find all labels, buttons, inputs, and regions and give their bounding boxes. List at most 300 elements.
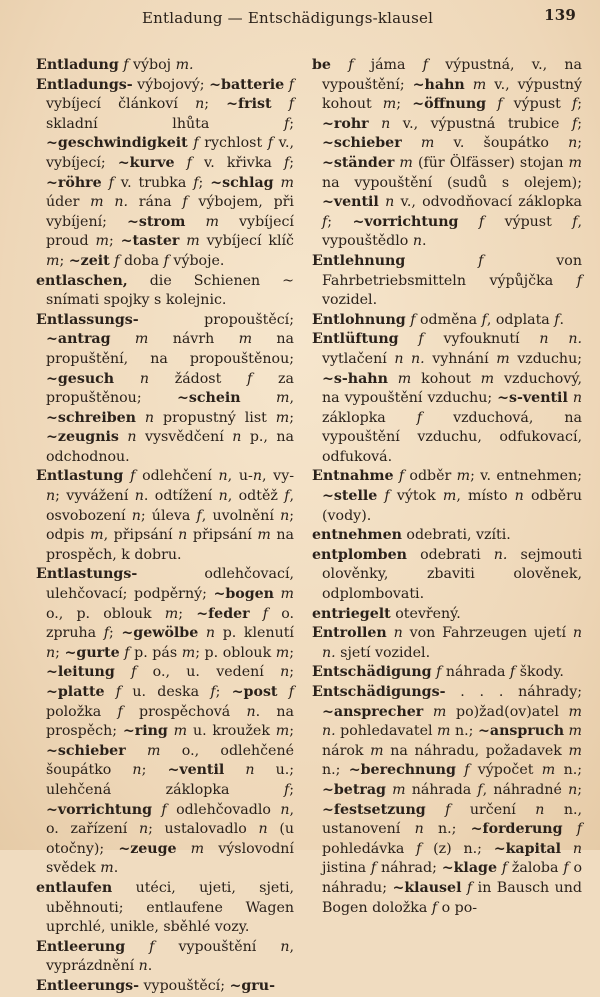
grammar-label: f — [572, 213, 578, 230]
translation-text: výpust — [513, 96, 572, 113]
subentry-headword: ~schein — [177, 390, 241, 407]
translation-text: o., u. vedení — [152, 664, 281, 681]
translation-text: odběr — [409, 468, 457, 485]
entry-headword: Entladungs- — [36, 76, 133, 93]
grammar-label: f — [104, 684, 133, 700]
dictionary-entry — [312, 663, 582, 683]
grammar-label: m — [394, 154, 418, 171]
grammar-label: f — [576, 272, 582, 289]
translation-text: ; p. oblouk — [195, 644, 276, 661]
grammar-label: m — [382, 96, 397, 113]
grammar-label: n n. — [394, 350, 425, 367]
translation-text: výboj — [133, 57, 176, 73]
translation-text: výbojem, při vybíjení; — [46, 194, 294, 230]
translation-text: in Bausch und Bogen doložka — [322, 879, 582, 916]
subentry-headword: ~öffnung — [412, 96, 487, 113]
grammar-label: n — [218, 468, 228, 485]
translation-text: výpustná, v., na vypouštění; — [322, 57, 582, 93]
translation-text: odlehčovadlo — [176, 801, 281, 818]
grammar-label: f — [187, 135, 205, 152]
translation-text: . . . náhrady; — [445, 684, 582, 700]
translation-text: , osvobození — [46, 488, 294, 524]
subentry-headword: ~s-hahn — [322, 370, 388, 387]
grammar-label: n — [412, 233, 422, 250]
translation-text: na náhradu, požadavek — [383, 742, 569, 759]
subentry-headword: ~schieber — [46, 742, 126, 759]
subentry-headword: ~forderung — [470, 821, 563, 838]
grammar-label: m — [238, 331, 253, 348]
translation-text: na prospěch, k dobru. — [46, 527, 294, 563]
translation-text: výslovodní svědek — [46, 840, 294, 877]
translation-text: ; — [55, 644, 65, 661]
translation-text: náhrada — [411, 781, 478, 798]
grammar-label: f — [284, 488, 290, 505]
translation-text: vypouštění — [178, 938, 281, 955]
grammar-label: n — [246, 703, 256, 720]
grammar-label: n — [198, 625, 223, 642]
translation-text: určení — [469, 801, 536, 818]
translation-text: ; v. entnehmen; — [470, 468, 582, 485]
entry-headword: Entschädigung — [312, 664, 432, 681]
subentry-headword: ~zeuge — [118, 840, 177, 857]
translation-text: náhrad; — [376, 860, 442, 877]
grammar-label: f — [425, 801, 470, 818]
translation-text: ; vyvážení — [55, 488, 135, 505]
subentry-headword: ~taster — [120, 233, 180, 250]
subentry-headword: ~strom — [127, 213, 186, 230]
grammar-label: n — [132, 762, 142, 779]
grammar-label: n n. — [322, 625, 582, 661]
grammar-label: f — [271, 96, 295, 113]
page-number: 139 — [544, 6, 576, 24]
grammar-label: f — [405, 311, 420, 328]
grammar-label: f — [458, 213, 505, 230]
grammar-label: m — [95, 233, 109, 250]
grammar-label: m — [423, 703, 456, 720]
grammar-label: n — [46, 488, 56, 505]
grammar-label: m — [437, 723, 451, 740]
grammar-label: f — [283, 781, 290, 798]
grammar-label: f — [481, 311, 487, 328]
translation-text: položka — [46, 703, 118, 720]
grammar-label: f — [431, 664, 446, 681]
grammar-label: m — [401, 135, 454, 152]
translation-text: ; — [108, 233, 121, 250]
translation-text: p., na odchodnou. — [46, 429, 294, 465]
translation-text: odlehčovací, ulehčovací; podpěrný; — [46, 566, 294, 603]
grammar-label: f — [118, 57, 134, 73]
subentry-headword: be — [312, 57, 331, 73]
translation-text: , náhradné — [482, 781, 569, 798]
translation-text: žaloba — [511, 860, 564, 877]
entry-headword: entplomben — [312, 546, 407, 563]
translation-text: die Schienen ~ snímati spojky s kolejnic. — [46, 272, 294, 309]
translation-text: . — [559, 311, 565, 328]
translation-text: , vy- — [261, 468, 295, 485]
grammar-label: m — [273, 586, 294, 603]
subentry-headword: ~platte — [46, 684, 105, 700]
entry-headword: Entlohnung — [312, 311, 406, 328]
grammar-label: n — [114, 370, 175, 387]
subentry-headword: ~röhre — [46, 174, 102, 191]
translation-text: . — [421, 233, 427, 250]
grammar-label: m — [541, 762, 556, 779]
translation-text: v. křivka — [203, 154, 284, 171]
grammar-label: n — [118, 429, 145, 446]
translation-text: otevřený. — [390, 605, 461, 622]
grammar-label: n — [252, 468, 262, 485]
left-column — [36, 56, 294, 997]
translation-text: von Fahrzeugen ujetí — [409, 625, 573, 642]
translation-text: pohledavatel — [335, 723, 438, 740]
dictionary-entry — [36, 56, 294, 76]
subentry-headword: ~zeugnis — [46, 429, 119, 446]
translation-text: n.; — [423, 821, 471, 838]
subentry-headword: ~ventil — [167, 762, 225, 779]
dictionary-entry — [36, 565, 294, 879]
translation-text: ; — [577, 96, 582, 113]
grammar-label: f — [101, 174, 121, 191]
translation-text: odměna — [420, 311, 482, 328]
translation-text: p. pás — [134, 644, 182, 661]
translation-text: ; — [59, 252, 69, 269]
translation-text: vybíjecí proud — [46, 213, 294, 250]
grammar-label: m — [464, 76, 495, 93]
translation-text: na vypouštění (sudů s olejem); — [322, 174, 582, 191]
translation-text: n., ustanovení — [322, 801, 583, 838]
grammar-label: m — [273, 174, 294, 191]
translation-text: ; — [178, 605, 197, 622]
dictionary-entry — [36, 76, 294, 272]
grammar-label: f — [119, 644, 135, 661]
grammar-label: f — [174, 154, 204, 171]
grammar-label: f — [123, 468, 143, 485]
grammar-label: f — [377, 488, 397, 505]
grammar-label: f — [114, 664, 153, 681]
grammar-label: f — [422, 57, 428, 73]
translation-text: ; ustalovadlo — [148, 821, 259, 838]
subentry-headword: ~ständer — [322, 154, 395, 171]
translation-text: ; — [108, 625, 122, 642]
translation-text: záklopka — [322, 409, 417, 426]
dictionary-entry — [312, 56, 582, 252]
grammar-label: m — [275, 723, 290, 740]
translation-text: po)žad(ov)atel — [456, 703, 569, 720]
subentry-headword: ~ring — [122, 723, 168, 740]
grammar-label: n — [135, 409, 164, 426]
grammar-label: m — [167, 723, 193, 740]
translation-text: , připsání — [103, 527, 179, 544]
entry-headword: Entlastung — [36, 468, 124, 485]
entry-headword: Entlassungs- — [36, 311, 139, 328]
grammar-label: n — [568, 135, 578, 152]
translation-text: von Fahrbetriebsmitteln výpůjčka — [322, 252, 582, 289]
translation-text: ; — [289, 723, 294, 740]
subentry-headword: ~gurte — [64, 644, 120, 661]
translation-text: ; — [289, 409, 294, 426]
dictionary-entry — [312, 546, 582, 605]
grammar-label: f — [461, 879, 478, 896]
grammar-label: m — [496, 350, 510, 367]
grammar-label: n — [178, 527, 188, 544]
grammar-label: m n. — [322, 703, 582, 740]
translation-text: u. kroužek — [192, 723, 276, 740]
grammar-label: f — [322, 213, 328, 230]
grammar-label: f — [193, 174, 199, 191]
translation-text: , vypouštědlo — [322, 213, 582, 250]
dictionary-entry — [312, 683, 582, 918]
subentry-headword: ~berechnung — [348, 762, 456, 779]
subentry-headword: ~zeit — [68, 252, 110, 269]
translation-text: propustný list — [163, 409, 276, 426]
grammar-label: f — [562, 821, 582, 838]
grammar-label: f — [103, 625, 109, 642]
subentry-headword: ~kapital — [493, 840, 562, 857]
translation-text: propouštěcí; — [138, 311, 294, 328]
grammar-label: n — [368, 115, 403, 132]
grammar-label: m — [387, 370, 422, 387]
translation-text: , místo — [456, 488, 515, 505]
subentry-headword: ~schreiben — [46, 409, 136, 426]
grammar-label: f — [554, 311, 560, 328]
translation-text: návrh — [172, 331, 239, 348]
translation-text: nárok — [322, 742, 371, 759]
dictionary-entry — [36, 977, 294, 997]
dictionary-entry — [36, 938, 294, 977]
translation-text: ; — [289, 154, 294, 171]
translation-text: ; odpis — [46, 507, 294, 544]
entry-headword: Entlastungs- — [36, 566, 138, 583]
grammar-label: m — [110, 331, 173, 348]
grammar-label: f — [277, 684, 295, 700]
grammar-label: n. — [493, 546, 508, 563]
translation-text: v., výpustný kohout — [322, 76, 583, 113]
grammar-label: n — [138, 958, 148, 975]
translation-text: ; — [396, 96, 413, 113]
translation-text: připsání — [187, 527, 258, 544]
translation-text: ; — [289, 781, 294, 798]
grammar-label: f — [267, 135, 274, 152]
translation-text: vybíjecí klíč — [206, 233, 294, 250]
subentry-headword: ~frist — [226, 96, 272, 113]
dictionary-entry — [312, 467, 582, 526]
grammar-label: n — [138, 821, 149, 838]
dictionary-entry — [36, 879, 294, 938]
translation-text: ; — [141, 762, 168, 779]
translation-text: . — [113, 860, 119, 877]
dictionary-entry — [312, 311, 582, 331]
translation-text: odebrati, vzíti. — [401, 527, 511, 544]
grammar-label: n — [414, 821, 424, 838]
subentry-headword: ~anspruch — [477, 723, 565, 740]
translation-text: ; — [289, 644, 294, 661]
grammar-label: m — [480, 370, 495, 387]
subentry-headword: ~geschwindigkeit — [46, 135, 188, 152]
translation-text: v. šoupátko — [453, 135, 569, 152]
grammar-label: m — [257, 527, 271, 544]
grammar-label: f — [284, 76, 294, 93]
entry-headword: Entnahme — [312, 468, 394, 485]
entry-headword: Entladung — [36, 57, 119, 73]
subentry-headword: ~stelle — [322, 488, 378, 505]
grammar-label: f — [486, 96, 514, 113]
translation-text: výbojový; — [132, 76, 210, 93]
dictionary-entry — [312, 526, 582, 546]
translation-text: . na prospěch; — [46, 703, 294, 740]
translation-text: odběru (vody). — [322, 488, 582, 524]
translation-text: úder — [46, 194, 91, 211]
translation-text: (z) n.; — [421, 840, 494, 857]
translation-text: žádost — [174, 370, 248, 387]
grammar-label: n — [280, 664, 290, 681]
translation-text: , o. zařízení — [46, 801, 294, 838]
translation-text: , u- — [227, 468, 253, 485]
grammar-label: m — [568, 154, 582, 171]
translation-text: ; — [577, 781, 582, 798]
subentry-headword: ~feder — [196, 605, 250, 622]
grammar-label: f — [249, 605, 282, 622]
subentry-headword: ~rohr — [322, 115, 369, 132]
translation-text: náhrada — [445, 664, 510, 681]
translation-text: vyfouknutí — [443, 331, 540, 348]
grammar-label: f — [370, 860, 377, 877]
translation-text: ; — [198, 174, 211, 191]
translation-text: doba — [123, 252, 164, 269]
grammar-label: m — [568, 742, 582, 759]
subentry-headword: ~batterie — [209, 76, 285, 93]
entry-headword: entriegelt — [312, 605, 391, 622]
grammar-label: f — [563, 860, 569, 877]
grammar-label: n — [232, 429, 242, 446]
translation-text: vozidel. — [322, 292, 378, 309]
grammar-label: f — [393, 468, 410, 485]
grammar-label: m — [275, 409, 290, 426]
subentry-headword: ~post — [231, 684, 278, 700]
translation-text: o., p. oblouk — [46, 605, 165, 622]
translation-text: n.; — [450, 723, 478, 740]
translation-text: výboje. — [168, 252, 225, 269]
subentry-headword: ~gru- — [229, 977, 275, 994]
grammar-label: n — [568, 781, 578, 798]
grammar-label: f — [247, 370, 253, 387]
translation-text: jáma — [370, 57, 423, 73]
grammar-label: m — [100, 860, 114, 877]
dictionary-entry — [312, 624, 582, 663]
subentry-headword: ~festsetzung — [322, 801, 426, 818]
grammar-label: m — [164, 605, 179, 622]
subentry-headword: ~s-ventil — [497, 390, 568, 407]
translation-text: vzduchu; — [509, 350, 582, 367]
subentry-headword: ~schlag — [210, 174, 274, 191]
translation-text: odlehčení — [142, 468, 219, 485]
translation-text: skladní lhůta — [46, 115, 284, 132]
subentry-headword: ~ventil — [322, 194, 379, 211]
grammar-label: m — [456, 468, 471, 485]
translation-text: na propuštění, na propouštěnou; — [46, 331, 295, 367]
translation-text: kohout — [421, 370, 481, 387]
grammar-label: f — [210, 684, 216, 700]
translation-text: sjetí vozidel. — [335, 644, 431, 661]
translation-text: v., výpustná trubice — [402, 115, 572, 132]
subentry-headword: ~klage — [441, 860, 497, 877]
grammar-label: f — [330, 57, 371, 73]
grammar-label: n — [134, 488, 144, 505]
running-title: Entladung — Entschädigungs-klausel — [142, 9, 434, 27]
translation-text: v., vybíjecí; — [46, 135, 294, 171]
subentry-headword: ~schieber — [322, 135, 402, 152]
subentry-headword: ~kurve — [117, 154, 175, 171]
grammar-label: m — [90, 527, 104, 544]
translation-text: , odtěž — [227, 488, 285, 505]
grammar-label: f — [431, 899, 438, 916]
grammar-label: f — [117, 703, 123, 720]
entry-headword: Entrollen — [312, 625, 387, 642]
grammar-label: f — [496, 860, 512, 877]
dictionary-entry — [36, 467, 294, 565]
dictionary-entry — [312, 605, 582, 625]
grammar-label: n — [514, 488, 524, 505]
subentry-headword: ~klausel — [392, 879, 462, 896]
translation-text: o. zpruha — [46, 605, 294, 642]
translation-text: (u otočny); — [46, 821, 295, 857]
entry-headword: Entlüftung — [312, 331, 399, 348]
grammar-label: m — [370, 742, 384, 759]
subentry-headword: ~hahn — [412, 76, 465, 93]
grammar-label: f — [416, 840, 422, 857]
grammar-label: f — [283, 154, 290, 171]
translation-text: výtok — [396, 488, 443, 505]
translation-text: (für Ölfässer) stojan — [417, 154, 569, 171]
translation-text: ; — [215, 684, 232, 700]
grammar-label: f — [455, 762, 478, 779]
subentry-headword: ~vorrichtung — [352, 213, 459, 230]
grammar-label: m — [564, 723, 583, 740]
grammar-label: m n. — [90, 194, 129, 211]
entry-headword: entlaschen, — [36, 272, 128, 289]
grammar-label: f — [477, 781, 483, 798]
translation-text: jistina — [322, 860, 371, 877]
translation-text: u.; ulehčená záklopka — [46, 762, 294, 798]
translation-text: vypouštěcí; — [139, 977, 230, 994]
running-head — [0, 6, 600, 28]
translation-text: o po- — [437, 899, 478, 916]
translation-text: v. trubka — [120, 174, 194, 191]
grammar-label: f — [182, 194, 188, 211]
dictionary-entry — [36, 311, 294, 468]
grammar-label: m — [179, 233, 207, 250]
dictionary-entry — [312, 330, 582, 467]
subentry-headword: ~vorrichtung — [46, 801, 152, 818]
grammar-label: n — [280, 801, 290, 818]
translation-text: vysvědčení — [144, 429, 233, 446]
grammar-label: m — [125, 742, 182, 759]
translation-text: vytlačení — [322, 350, 395, 367]
subentry-headword: ~bogen — [213, 586, 274, 603]
grammar-label: f — [109, 252, 124, 269]
grammar-label: m — [46, 252, 60, 269]
grammar-label: n n. — [539, 331, 582, 348]
translation-text: prospěchová — [122, 703, 247, 720]
translation-text: škody. — [515, 664, 564, 681]
translation-text: ; — [577, 135, 582, 152]
translation-text: rychlost — [204, 135, 268, 152]
grammar-label: n — [46, 644, 56, 661]
grammar-label: f — [405, 252, 557, 269]
grammar-label: n — [258, 821, 268, 838]
grammar-label: n — [567, 390, 582, 407]
grammar-label: n — [378, 194, 401, 211]
translation-text: n.; — [322, 762, 349, 779]
